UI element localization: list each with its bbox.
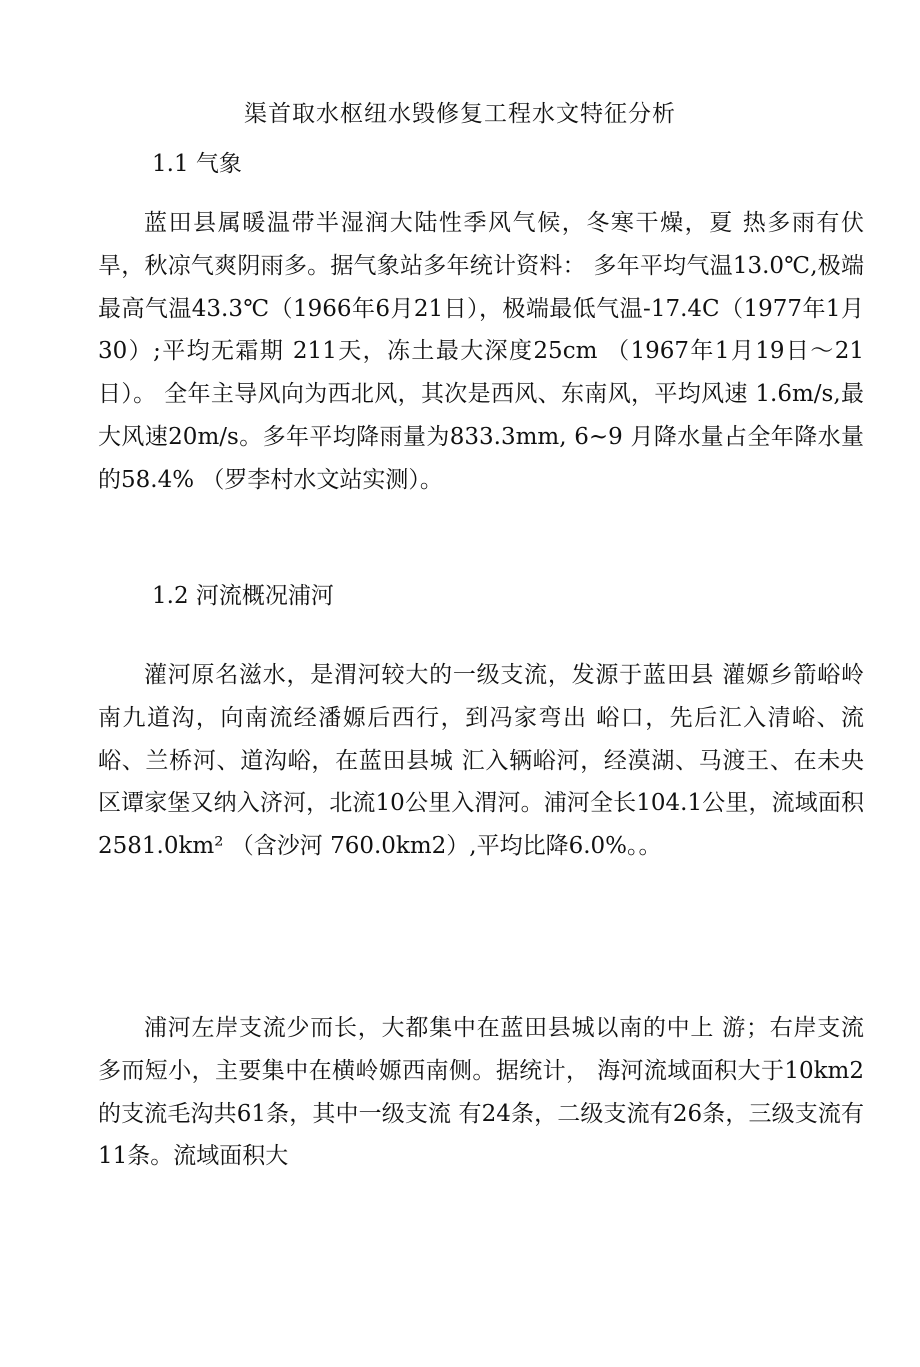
paragraph-tributaries: 浦河左岸支流少而长，大都集中在蓝田县城以南的中上 游；右岸支流多而短小，主要集中在横岭嫄西南侧。据统计， 海河流域面积大于10km2的支流毛沟共61条，其中一级支流 有24条，二级支流有26条，三级支流有11条。流域面积大 xyxy=(98,1015,864,1170)
document-title: 渠首取水枢纽水毁修复工程水文特征分析 xyxy=(244,101,676,127)
paragraph-meteorology: 蓝田县属暖温带半湿润大陆性季风气候，冬寒干燥，夏 热多雨有伏旱，秋凉气爽阴雨多。据气象站多年统计资料： 多年平均气温13.0℃,极端最高气温43.3℃（1966年6月21日），极端最低气温-17.4C（1977年1月30）;平均无霜期 211天，冻土最大深度25cm （1967年1月19日〜21日）。 全年主导风向为西北风，其次是西风、东南风，平均风速 1.6m/s,最大风速20m/s。多年平均降雨量为833.3mm, 6~9 月降水量占全年降水量的58.4% （罗李村水文站实测）。 xyxy=(98,210,864,493)
paragraph-river-source: 灌河原名滋水，是渭河较大的一级支流，发源于蓝田县 灌嫄乡箭峪岭南九道沟，向南流经潘嫄后西行，到冯家弯出 峪口，先后汇入清峪、流峪、兰桥河、道沟峪，在蓝田县城 汇入辆峪河，经漠湖、马渡王、在未央区谭家堡又纳入济河，北流10公里入渭河。浦河全长104.1公里，流域面积 2581.0km² （含沙河 760.0km2）,平均比降6.0%。。 xyxy=(98,662,864,860)
section-heading-meteorology: 1.1 气象 xyxy=(152,151,242,177)
section-heading-river-overview: 1.2 河流概况浦河 xyxy=(152,583,334,609)
